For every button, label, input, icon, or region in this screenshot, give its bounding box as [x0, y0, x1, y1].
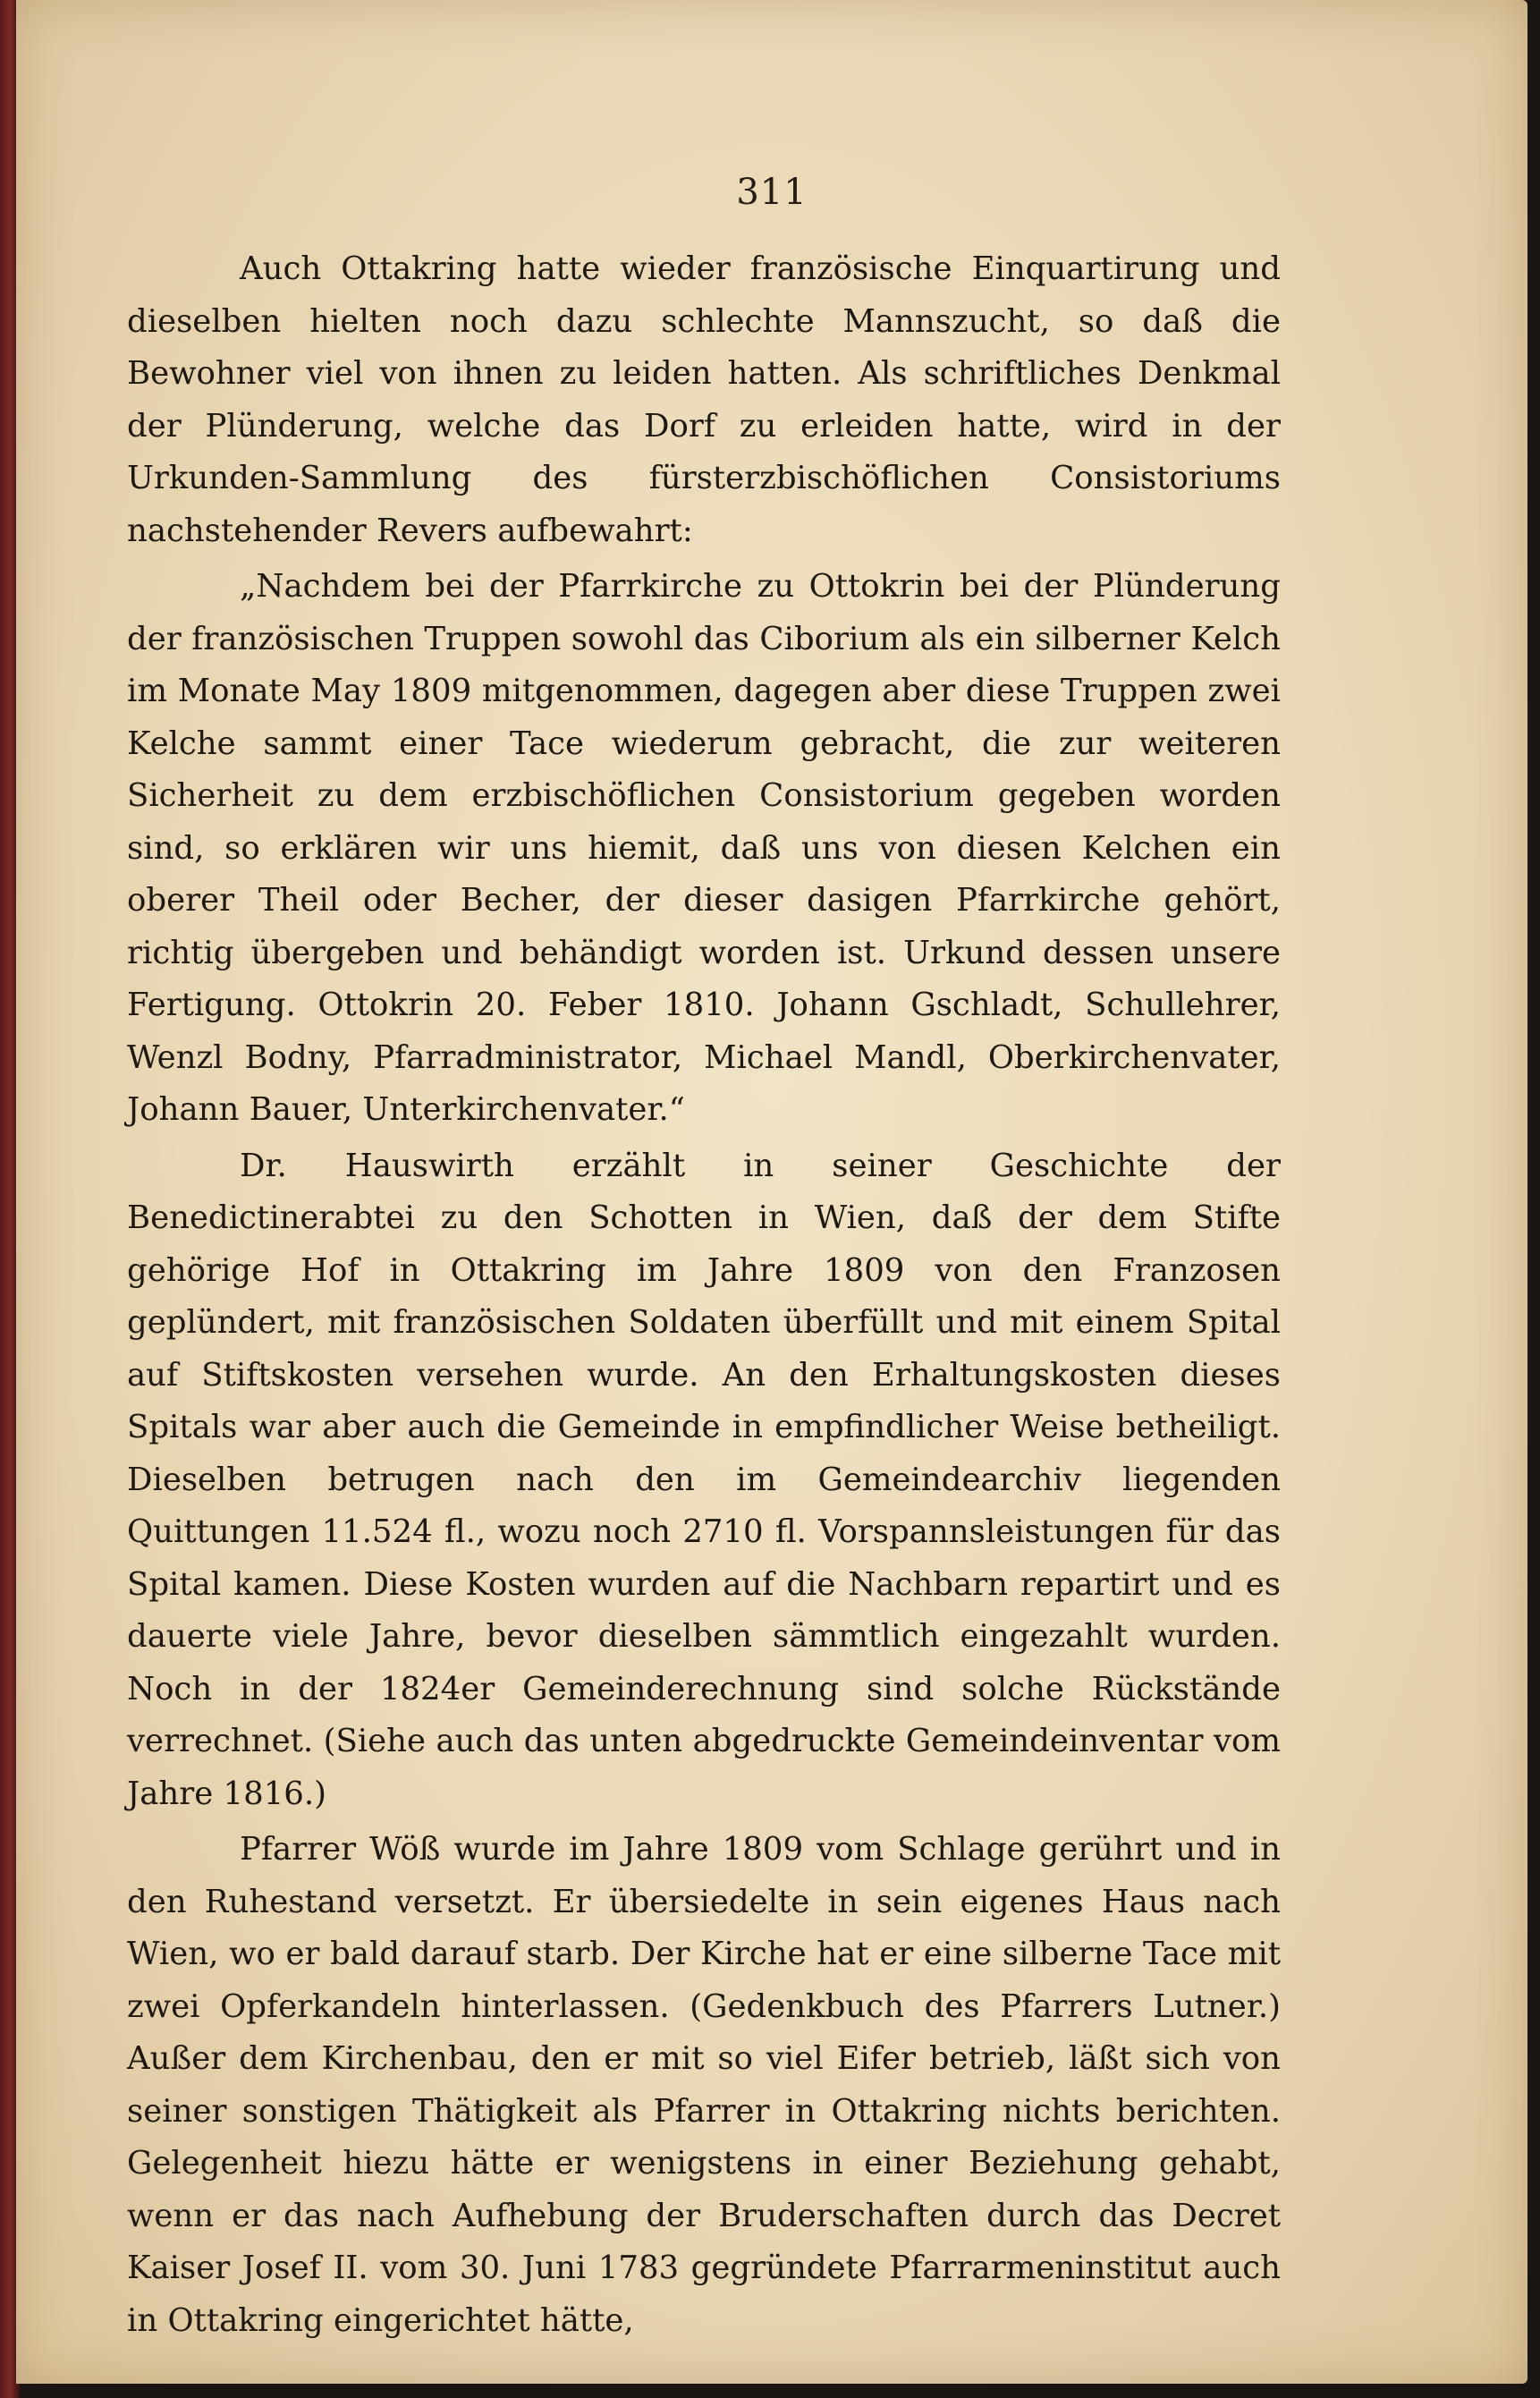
page-number: 311 — [736, 172, 808, 213]
book-page — [16, 0, 1527, 2384]
paragraph-pfarrer-woess: Pfarrer Wöß wurde im Jahre 1809 vom Schlage gerührt und in den Ruhestand versetzt. Er übersiedelte in sein eigenes Haus nach Wien, wo er bald darauf starb. Der Kirche hat er eine silberne Tace mit zwei Opferkandeln hinterlassen. (Gedenkbuch des Pfarrers Lutner.) Außer dem Kirchenbau, den er mit so viel Eifer betrieb, läßt sich von seiner sonstigen Thätigkeit als Pfarrer in Ottakring nichts berichten. Gelegenheit hiezu hätte er wenigstens in einer Beziehung gehabt, wenn er das nach Aufhebung der Bruderschaften durch das Decret Kaiser Josef II. vom 30. Juni 1783 gegründete Pfarrarmeninstitut auch in Ottakring eingerichtet hätte, — [127, 1831, 1281, 2339]
page-body — [127, 243, 1281, 2347]
paragraph-hauswirth: Dr. Hauswirth erzählt in seiner Geschichte der Benedictinerabtei zu den Schotten in Wien, daß der dem Stifte gehörige Hof in Ottakring im Jahre 1809 von den Franzosen geplündert, mit französischen Soldaten überfüllt und mit einem Spital auf Stiftskosten versehen wurde. An den Erhaltungskosten dieses Spitals war aber auch die Gemeinde in empfindlicher Weise betheiligt. Dieselben betrugen nach den im Gemeindearchiv liegenden Quittungen 11.524 fl., wozu noch 2710 fl. Vorspannsleistungen für das Spital kamen. Diese Kosten wurden auf die Nachbarn repartirt und es dauerte viele Jahre, bevor dieselben sämmtlich eingezahlt wurden. Noch in der 1824er Gemeinderechnung sind solche Rückstände verrechnet. (Siehe auch das unten abgedruckte Gemeindeinventar vom Jahre 1816.) — [127, 1147, 1281, 1812]
paragraph-revers-quote: „Nachdem bei der Pfarrkirche zu Ottokrin bei der Plünderung der französischen Truppen sowohl das Ciborium als ein silberner Kelch im Monate May 1809 mitgenommen, dagegen aber diese Truppen zwei Kelche sammt einer Tace wiederum gebracht, die zur weiteren Sicherheit zu dem erzbischöflichen Consistorium gegeben worden sind, so erklären wir uns hiemit, daß uns von diesen Kelchen ein oberer Theil oder Becher, der dieser dasigen Pfarrkirche gehört, richtig übergeben und behändigt worden ist. Urkund dessen unsere Fertigung. Ottokrin 20. Feber 1810. Johann Gschladt, Schullehrer, Wenzl Bodny, Pfarradministrator, Michael Mandl, Oberkirchenvater, Johann Bauer, Unterkirchenvater.“ — [127, 568, 1281, 1128]
paragraph-einquartirung: Auch Ottakring hatte wieder französische Einquartirung und dieselben hielten noch dazu schlechte Mannszucht, so daß die Bewohner viel von ihnen zu leiden hatten. Als schriftliches Denkmal der Plünderung, welche das Dorf zu erleiden hatte, wird in der Urkunden-Sammlung des fürsterzbischöflichen Consistoriums nachstehender Revers aufbewahrt: — [127, 250, 1281, 549]
